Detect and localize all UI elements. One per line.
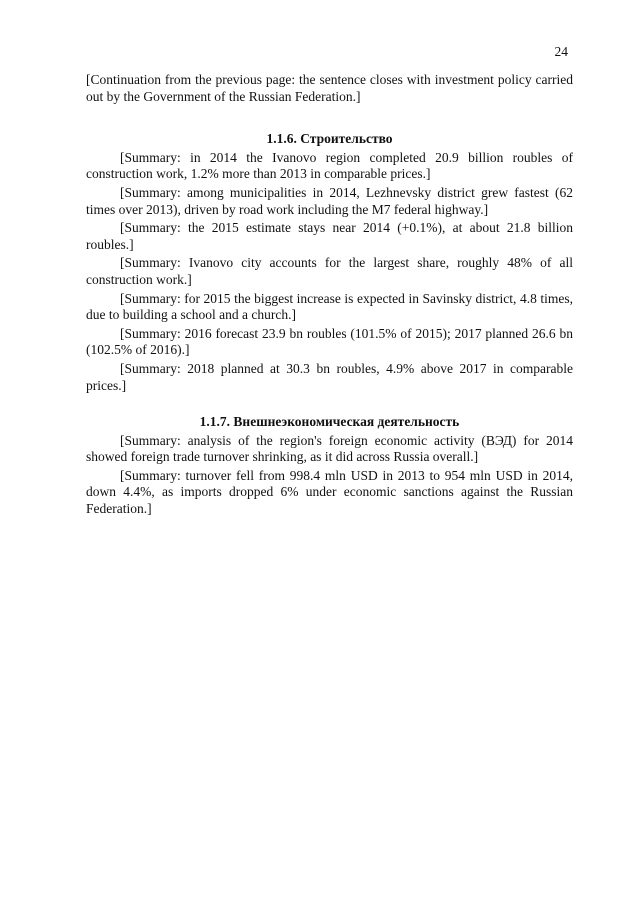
construction-paragraph: [Summary: in 2014 the Ivanovo region completed 20.9 billion roubles of construction work, 1.2% more than 2013 in comparable prices.] [86, 149, 573, 182]
foreign-trade-paragraph: [Summary: analysis of the region's foreign economic activity (ВЭД) for 2014 showed foreign trade turnover shrinking, as it did across Russia overall.] [86, 432, 573, 465]
page-number: 24 [554, 44, 568, 59]
construction-paragraph: [Summary: 2016 forecast 23.9 bn roubles (101.5% of 2015); 2017 planned 26.6 bn (102.5% of 2016).] [86, 325, 573, 358]
section-heading-foreign-trade: 1.1.7. Внешнеэкономическая деятельность [199, 414, 460, 430]
section-heading-construction: 1.1.6. Строительство [266, 131, 393, 147]
construction-paragraph: [Summary: the 2015 estimate stays near 2014 (+0.1%), at about 21.8 billion roubles.] [86, 220, 573, 252]
construction-paragraph: [Summary: 2018 planned at 30.3 bn roubles, 4.9% above 2017 in comparable prices.] [86, 360, 573, 393]
intro-paragraph: [Continuation from the previous page: the sentence closes with investment policy carried out by the Government of the Russian Federation.] [86, 72, 573, 104]
construction-paragraph: [Summary: Ivanovo city accounts for the largest share, roughly 48% of all construction work.] [86, 255, 573, 287]
construction-paragraph: [Summary: for 2015 the biggest increase is expected in Savinsky district, 4.8 times, due to building a school and a church.] [86, 290, 573, 323]
foreign-trade-paragraph: [Summary: turnover fell from 998.4 mln USD in 2013 to 954 mln USD in 2014, down 4.4%, as imports dropped 6% under economic sanctions against the Russian Federation.] [86, 467, 573, 517]
construction-paragraph: [Summary: among municipalities in 2014, Lezhnevsky district grew fastest (62 times over 2013), driven by road work including the M7 federal highway.] [86, 184, 573, 217]
text-column [86, 72, 573, 520]
